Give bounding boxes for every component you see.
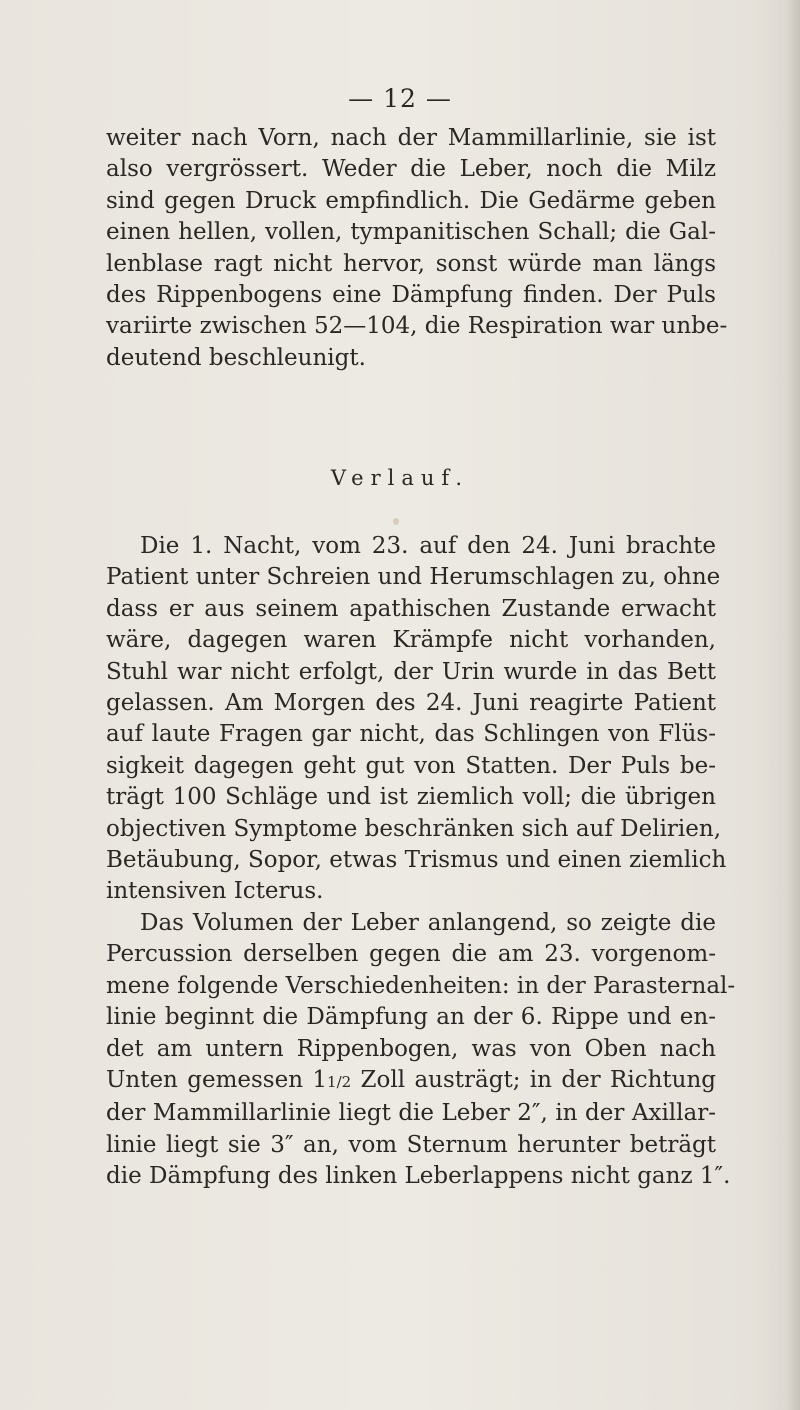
paragraph-3-line: der Mammillarlinie liegt die Leber 2″, in der Axillar- [106,1100,716,1127]
paragraph-3-line: linie beginnt die Dämpfung an der 6. Rippe und en- [106,1004,716,1031]
paragraph-2-line: trägt 100 Schläge und ist ziemlich voll; die übrigen [106,784,716,811]
paragraph-2-line: Patient unter Schreien und Herumschlagen zu, ohne [106,564,721,591]
paragraph-2-line: auf laute Fragen gar nicht, das Schlingen von Flüs- [106,721,716,748]
paragraph-3-line: Das Volumen der Leber anlangend, so zeigte die [140,910,716,936]
paragraph-3-line: linie liegt sie 3″ an, vom Sternum herunter beträgt [106,1131,716,1158]
paragraph-3-line: Percussion derselben gegen die am 23. vorgenom- [106,941,716,968]
paragraph-2-line: Stuhl war nicht erfolgt, der Urin wurde in das Bett [106,658,716,685]
paper-speck [393,518,399,525]
paragraph-1-line: sind gegen Druck empfindlich. Die Gedärme geben [106,187,716,214]
paragraph-2 [106,531,727,908]
page-number: — 12 — [348,84,452,113]
paragraph-1-line: weiter nach Vorn, nach der Mammillarlinie, sie ist [106,125,716,151]
paragraph-1-line: also vergrössert. Weder die Leber, noch die Milz [106,156,716,183]
section-heading: Verlauf. [330,466,470,490]
paragraph-1-line: deutend beschleunigt. [106,344,366,371]
paragraph-3-line: mene folgende Verschiedenheiten: in der Parasternal- [106,972,736,999]
paragraph-2-line: sigkeit dagegen geht gut von Statten. Der Puls be- [106,752,716,779]
paragraph-3 [106,908,736,1193]
paragraph-2-line: dass er aus seinem apathischen Zustande erwacht [106,595,716,622]
paragraph-3-line-fraction [106,1065,716,1098]
page-edge-shadow [786,0,800,1410]
paragraph-2-line: wäre, dagegen waren Krämpfe nicht vorhanden, [106,627,716,654]
paragraph-2-line: Betäubung, Sopor, etwas Trismus und einen ziemlich [106,847,727,874]
paragraph-1-line: des Rippenbogens eine Dämpfung finden. Der Puls [106,282,716,309]
paragraph-2-line: objectiven Symptome beschränken sich auf Delirien, [106,815,722,842]
paragraph-3-line: die Dämpfung des linken Leberlappens nicht ganz 1″. [106,1163,731,1190]
paragraph-2-line: intensiven Icterus. [106,878,324,905]
paragraph-3-line: det am untern Rippenbogen, was von Oben nach [106,1035,716,1062]
paragraph-1 [106,123,728,374]
paragraph-1-line: einen hellen, vollen, tympanitischen Schall; die Gal- [106,219,716,246]
line-text-after-fraction: Zoll austrägt; in der Richtung [351,1067,717,1094]
line-text-before-fraction: Unten gemessen 1 [106,1067,328,1094]
paragraph-1-line: variirte zwischen 52—104, die Respiration war unbe- [106,313,728,340]
paragraph-2-line: gelassen. Am Morgen des 24. Juni reagirte Patient [106,690,716,717]
paragraph-2-line: Die 1. Nacht, vom 23. auf den 24. Juni brachte [140,533,716,559]
fraction-half: 1/2 [327,1073,352,1092]
paragraph-1-line: lenblase ragt nicht hervor, sonst würde man längs [106,250,716,277]
